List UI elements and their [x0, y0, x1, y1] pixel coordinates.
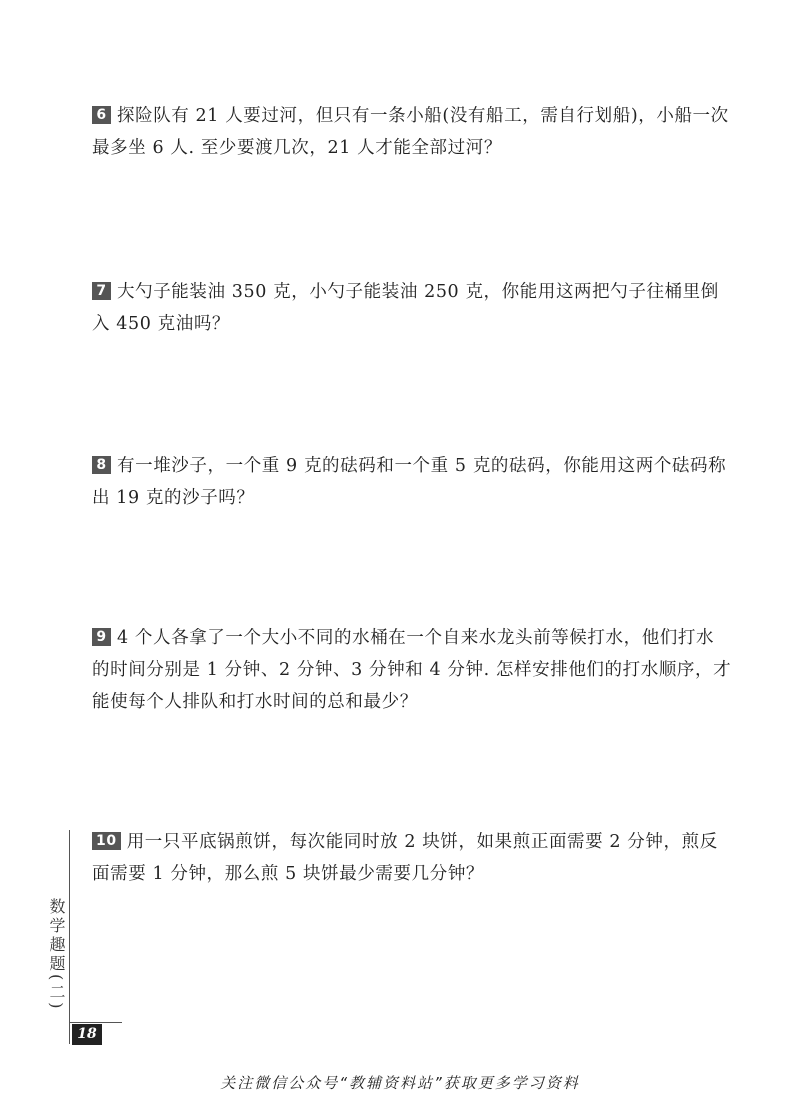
problem-number-badge: 6 [92, 106, 111, 124]
problem-number-badge: 9 [92, 628, 111, 646]
problem-number-badge: 7 [92, 282, 111, 300]
problem-10 [92, 826, 732, 890]
problem-9 [92, 622, 732, 718]
problem-6 [92, 100, 732, 164]
problem-text: 用一只平底锅煎饼，每次能同时放 2 块饼，如果煎正面需要 2 分钟，煎反面需要 1 分钟，那么煎 5 块饼最少需要几分钟？ [92, 832, 718, 884]
problem-text: 4 个人各拿了一个大小不同的水桶在一个自来水龙头前等候打水，他们打水的时间分别是 1 分钟、2 分钟、3 分钟和 4 分钟. 怎样安排他们的打水顺序，才能使每个人排队和打水时间的总和最少？ [92, 628, 732, 712]
problem-7 [92, 276, 732, 340]
problem-text: 探险队有 21 人要过河，但只有一条小船(没有船工，需自行划船)，小船一次最多坐 6 人. 至少要渡几次，21 人才能全部过河？ [92, 106, 729, 158]
problem-number-badge: 10 [92, 832, 121, 850]
problem-8 [92, 450, 732, 514]
footer-note: 关注微信公众号“教辅资料站”获取更多学习资料 [220, 1074, 580, 1092]
margin-divider [69, 830, 70, 1044]
page-number-rule [69, 1022, 122, 1023]
problem-text: 大勺子能装油 350 克，小勺子能装油 250 克，你能用这两把勺子往桶里倒入 450 克油吗？ [92, 282, 719, 334]
section-side-title: 数学趣题(二) [47, 898, 66, 1012]
problem-number-badge: 8 [92, 456, 111, 474]
problem-text: 有一堆沙子，一个重 9 克的砝码和一个重 5 克的砝码，你能用这两个砝码称出 19 克的沙子吗？ [92, 456, 727, 508]
page-number: 18 [72, 1024, 102, 1045]
